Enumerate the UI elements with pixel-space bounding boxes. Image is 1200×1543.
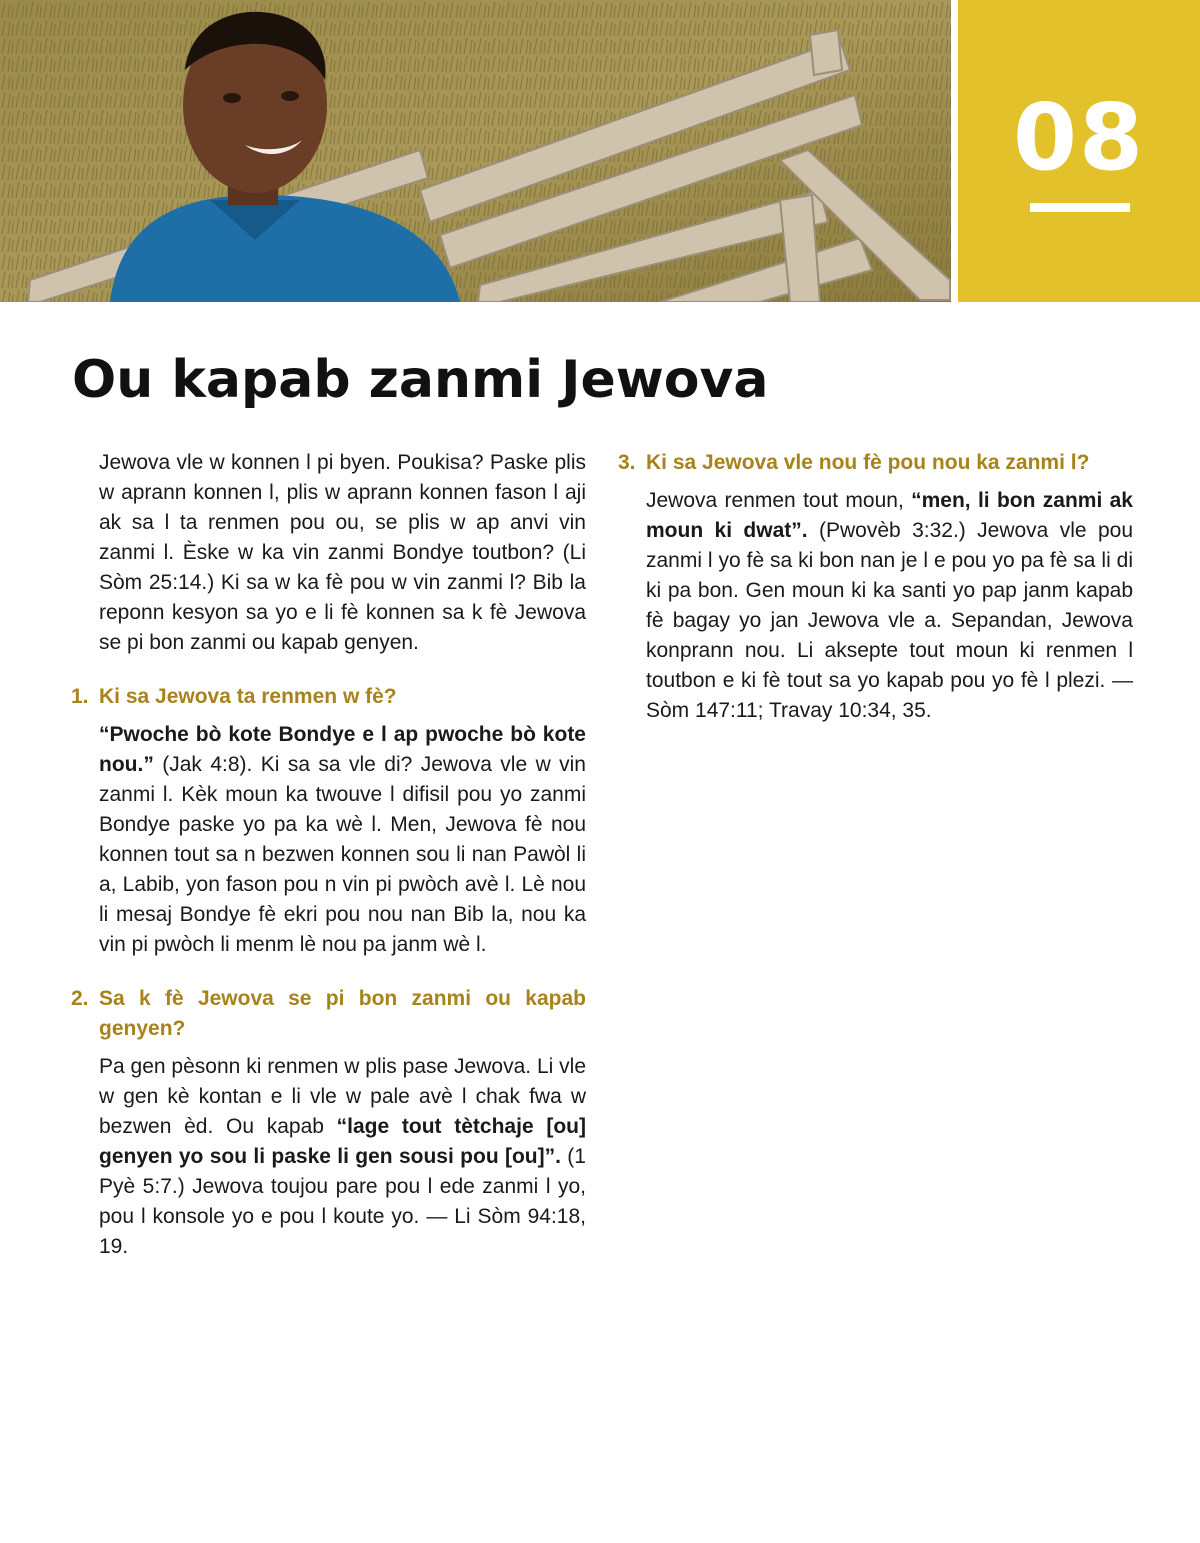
left-column [71, 448, 586, 1262]
section-2-body-start [99, 1052, 586, 1262]
section-2-quote: “lage tout tètchaje [ou] genyen yo sou li paske li gen sousi pou [ou]”. [99, 1115, 586, 1168]
section-3-text-before: Jewova renmen tout moun, [646, 489, 912, 512]
section-2-heading-text: Sa k fè Jewova se pi bon zanmi ou kapab genyen? [99, 987, 586, 1040]
hero-photo [0, 0, 951, 302]
section-3-heading-text: Ki sa Jewova vle nou fè pou nou ka zanmi l? [646, 451, 1090, 474]
section-3-text-after: (Pwovèb 3:32.) Jewova vle pou zanmi l yo fè sa ki bon nan je l e pou yo pa fè sa li di ki pa bon. Gen moun ki ka santi yo pap janm kapab fè bagay yo jan Jewova vle a. Sepandan, Jewova konprann nou. Li aksepte tout moun ki renmen l toutbon e ki fè tout sa yo kapab pou yo fè l plezi. — Sòm 147:11; Travay 10:34, 35. [646, 519, 1133, 722]
section-1-heading-text: Ki sa Jewova ta renmen w fè? [99, 685, 397, 708]
section-1-number: 1. [71, 685, 89, 708]
section-3-body [646, 486, 1133, 726]
chapter-badge [958, 0, 1200, 302]
section-1-text: (Jak 4:8). Ki sa sa vle di? Jewova vle w vin zanmi l. Kèk moun ka twouve l difisil pou yo zanmi Bondye paske yo pa ka wè l. Men, Jewova fè nou konnen tout sa n bezwen konnen sou li nan Pawòl li a, Labib, yon fason pou n vin pi pwòch avè l. Lè nou li mesaj Bondye fè ekri pou nou nan Bib la, nou ka vin pi pwòch li menm lè nou pa janm wè l. [99, 753, 586, 956]
chapter-number: 08 [1012, 84, 1146, 191]
section-2-number: 2. [71, 987, 89, 1010]
section-2-text-before: Pa gen pèsonn ki renmen w plis pase Jewova. Li vle w gen kè kontan e li vle w pale avè l chak fwa w bezwen èd. Ou kapab [99, 1055, 586, 1138]
section-2-text-after: (1 Pyè 5:7.) Jewova toujou pare pou l ede zanmi l yo, pou l konsole yo e pou l koute yo. — Li Sòm 94:18, 19. [99, 1145, 586, 1258]
page-title: Ou kapab zanmi Jewova [72, 350, 769, 410]
badge-divider [1030, 203, 1130, 212]
section-1-body [99, 720, 586, 960]
section-1-heading [71, 682, 586, 712]
section-3-number: 3. [618, 451, 636, 474]
section-3-heading [618, 448, 1133, 478]
section-3-quote: “men, li bon zanmi ak moun ki dwat”. [646, 489, 1133, 542]
intro-paragraph: Jewova vle w konnen l pi byen. Poukisa? Paske plis w aprann konnen l, plis w aprann konnen fason l aji ak sa l ta renmen pou ou, se plis w ap anvi vin zanmi l. Èske w ka vin zanmi Bondye toutbon? (Li Sòm 25:14.) Ki sa w ka fè pou w vin zanmi l? Bib la reponn kesyon sa yo e li fè konnen sa k fè Jewova se pi bon zanmi ou kapab genyen. [99, 451, 586, 654]
right-column [618, 448, 1133, 726]
section-1-quote: “Pwoche bò kote Bondye e l ap pwoche bò kote nou.” [99, 723, 586, 776]
section-2-heading [71, 984, 586, 1044]
